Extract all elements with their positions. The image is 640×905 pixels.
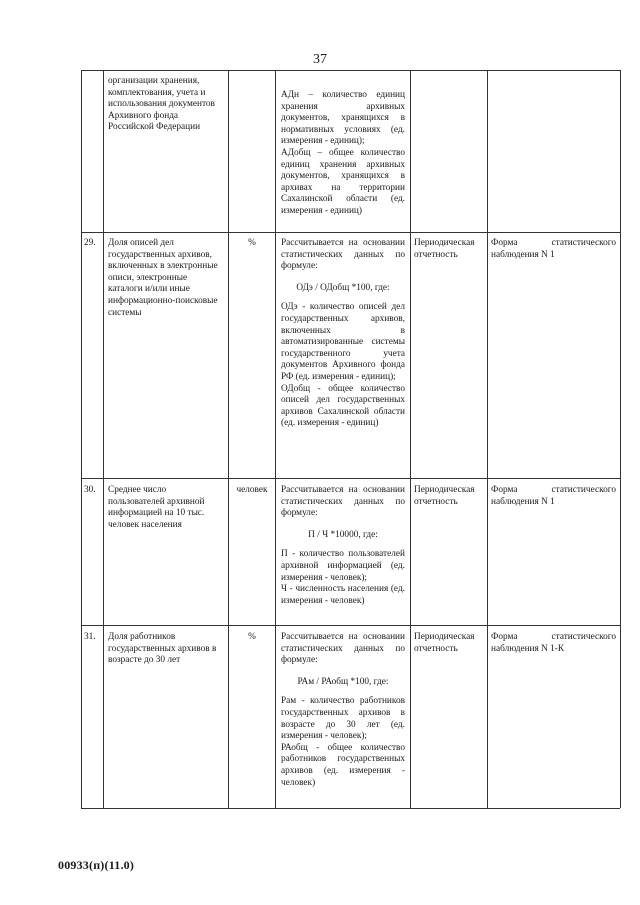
- row-divider: [81, 478, 620, 479]
- calc-intro: Рассчитывается на основании статистических данных по формуле:: [281, 632, 405, 666]
- indicator-name: организации хранения, комплектования, учета и использования документов Архивного фонда Российской Федерации: [108, 76, 215, 133]
- row-number: 30.: [84, 485, 96, 495]
- formula: П / Ч *10000, где:: [308, 529, 378, 540]
- indicator-name: Доля описей дел государственных архивов, включенных в электронные описи, электронные каталоги и/или иные информационно-поисковые системы: [108, 238, 218, 318]
- continuation-calc-cell: [281, 90, 405, 218]
- calc-description: Ч - численность населения (ед. измерения - человек): [281, 584, 405, 606]
- calc-description: ОДэ - количество описей дел государственных архивов, включенных в автоматизированные системы государственного учета документов Архивного фонда РФ (ед. измерения - единиц);: [281, 302, 405, 382]
- indicator-name: Среднее число пользователей архивной информацией на 10 тыс. человек населения: [108, 485, 205, 530]
- source: Форма статистического наблюдения N 1: [491, 485, 616, 507]
- period: Периодическая отчетность: [414, 238, 475, 260]
- unit: человек: [236, 485, 268, 495]
- period: Периодическая отчетность: [414, 485, 475, 507]
- row-number: 31.: [84, 632, 96, 642]
- calc-cell: [281, 485, 405, 607]
- row-divider: [81, 625, 620, 626]
- formula: РАм / РАобщ *100, где:: [297, 676, 389, 687]
- calc-description: Рам - количество работников государственных архивов в возрасте до 30 лет (ед. измерения - человек);: [281, 696, 405, 742]
- calc-description: ОДобщ - общее количество описей дел государственных архивов Сахалинской области (ед. измерения - единиц): [281, 383, 405, 429]
- calc-description: РАобщ - общее количество работников государственных архивов (ед. измерения - человек): [281, 742, 405, 788]
- source: Форма статистического наблюдения N 1: [491, 238, 616, 260]
- table-border-top: [81, 70, 620, 71]
- col-divider: [620, 70, 621, 808]
- formula: ОДэ / ОДобщ *100, где:: [296, 282, 390, 293]
- indicator-name: Доля работников государственных архивов в возрасте до 30 лет: [108, 632, 217, 666]
- page-number: 37: [313, 52, 327, 67]
- row-number: 29.: [84, 238, 96, 248]
- table-border-bottom: [81, 808, 620, 809]
- footer-code: 00933(п)(11.0): [58, 858, 135, 872]
- source: Форма статистического наблюдения N 1-К: [491, 632, 616, 654]
- row-divider: [81, 232, 620, 233]
- continuation-name-cell: [108, 76, 223, 134]
- unit: %: [248, 632, 256, 642]
- calc-description: П - количество пользователей архивной информацией (ед. измерения - человек);: [281, 549, 405, 583]
- unit: %: [248, 238, 256, 248]
- calc-intro: Рассчитывается на основании статистических данных по формуле:: [281, 238, 405, 272]
- calc-description: АДобщ – общее количество единиц хранения архивных документов, хранящихся в архивах на территории Сахалинской области (ед. измерения - единиц): [281, 147, 405, 216]
- calc-cell: [281, 238, 405, 430]
- col-divider: [228, 70, 229, 808]
- col-divider: [81, 70, 82, 808]
- col-divider: [410, 70, 411, 808]
- calc-description: АДн – количество единиц хранения архивных документов, хранящихся в нормативных условиях (ед. измерения - единиц);: [281, 90, 405, 147]
- calc-intro: Рассчитывается на основании статистических данных по формуле:: [281, 485, 405, 519]
- col-divider: [487, 70, 488, 808]
- col-divider: [103, 70, 104, 808]
- period: Периодическая отчетность: [414, 632, 475, 654]
- col-divider: [275, 70, 276, 808]
- calc-cell: [281, 632, 405, 789]
